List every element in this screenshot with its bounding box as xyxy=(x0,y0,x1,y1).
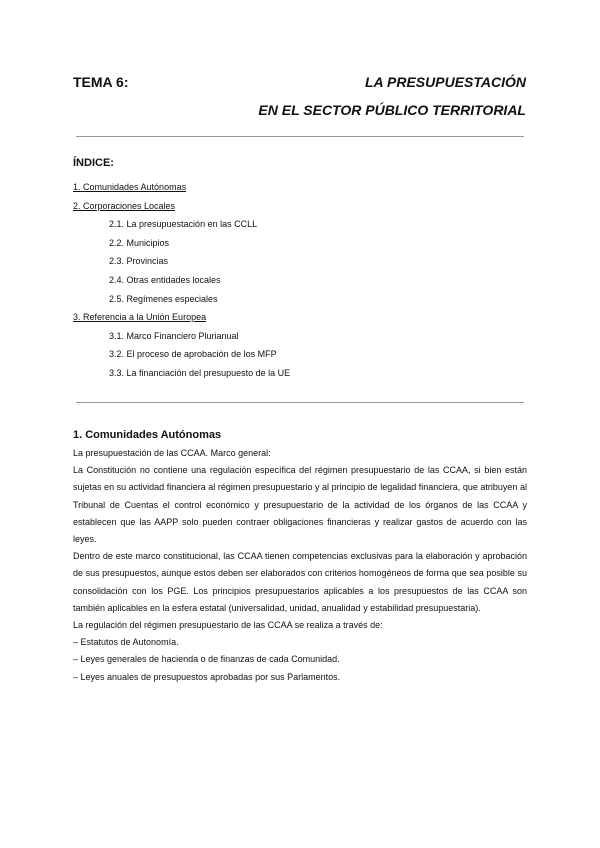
paragraph-marco-constitucional: Dentro de este marco constitucional, las CCAA tienen competencias exclusivas para la elaboración y aprobación de sus presupuestos, aunque estos deben ser elaborados con criterios homogéneos de forma que sea posible su consolidación con los PGE. Los principios presupuestarios aplicables a los presupuestos de las CCAA son también aplicables en la esfera estatal (universalidad, unidad, anualidad y estabilidad presupuestaria). xyxy=(73,551,527,613)
toc-item-2-1: 2.1. La presupuestación en las CCLL xyxy=(109,219,258,230)
toc-item-2-5: 2.5. Regímenes especiales xyxy=(109,293,218,304)
table-of-contents xyxy=(73,178,290,383)
section-heading: 1. Comunidades Autónomas xyxy=(73,429,222,441)
list-item-leyes-generales: – Leyes generales de hacienda o de finanzas de cada Comunidad. xyxy=(73,654,340,665)
toc-item-3-2: 3.2. El proceso de aprobación de los MFP xyxy=(109,349,277,360)
toc-item-2-3: 2.3. Provincias xyxy=(109,256,169,267)
paragraph-intro: La presupuestación de las CCAA. Marco general: xyxy=(73,448,271,458)
document-header xyxy=(73,74,526,90)
toc-item-3-3: 3.3. La financiación del presupuesto de la UE xyxy=(109,367,291,378)
index-heading: ÍNDICE: xyxy=(73,157,114,169)
toc-item-2-4: 2.4. Otras entidades locales xyxy=(109,274,221,285)
toc-item-3[interactable]: 3. Referencia a la Unión Europea xyxy=(73,312,207,323)
title-line-2: EN EL SECTOR PÚBLICO TERRITORIAL xyxy=(258,102,526,118)
toc-item-3-1: 3.1. Marco Financiero Plurianual xyxy=(109,330,239,341)
header-divider xyxy=(76,136,524,137)
tema-label: TEMA 6: xyxy=(73,74,129,90)
paragraph-constitucion: La Constitución no contiene una regulación específica del régimen presupuestario de las CCAA, si bien están sujetas en su actividad financiera al régimen presupuestario y al principio de legalidad financiera, que atribuyen al Tribunal de Cuentas el control económico y presupuestario de la actividad de los órganos de las CCAA y establecen que las AAPP solo pueden contraer obligaciones financieras y realizar gastos de acuerdo con las leyes. xyxy=(73,465,527,545)
list-item-leyes-anuales: – Leyes anuales de presupuestos aprobadas por sus Parlamentos. xyxy=(73,671,341,682)
toc-item-1[interactable]: 1. Comunidades Autónomas xyxy=(73,182,187,192)
toc-item-2-2: 2.2. Municipios xyxy=(109,237,170,248)
list-item-estatutos: – Estatutos de Autonomía. xyxy=(73,637,179,648)
toc-item-2[interactable]: 2. Corporaciones Locales xyxy=(73,200,176,211)
index-divider xyxy=(76,402,524,403)
section-comunidades-autonomas xyxy=(73,429,527,686)
paragraph-regulacion: La regulación del régimen presupuestario de las CCAA se realiza a través de: xyxy=(73,620,383,631)
title-line-1: LA PRESUPUESTACIÓN xyxy=(364,74,526,90)
